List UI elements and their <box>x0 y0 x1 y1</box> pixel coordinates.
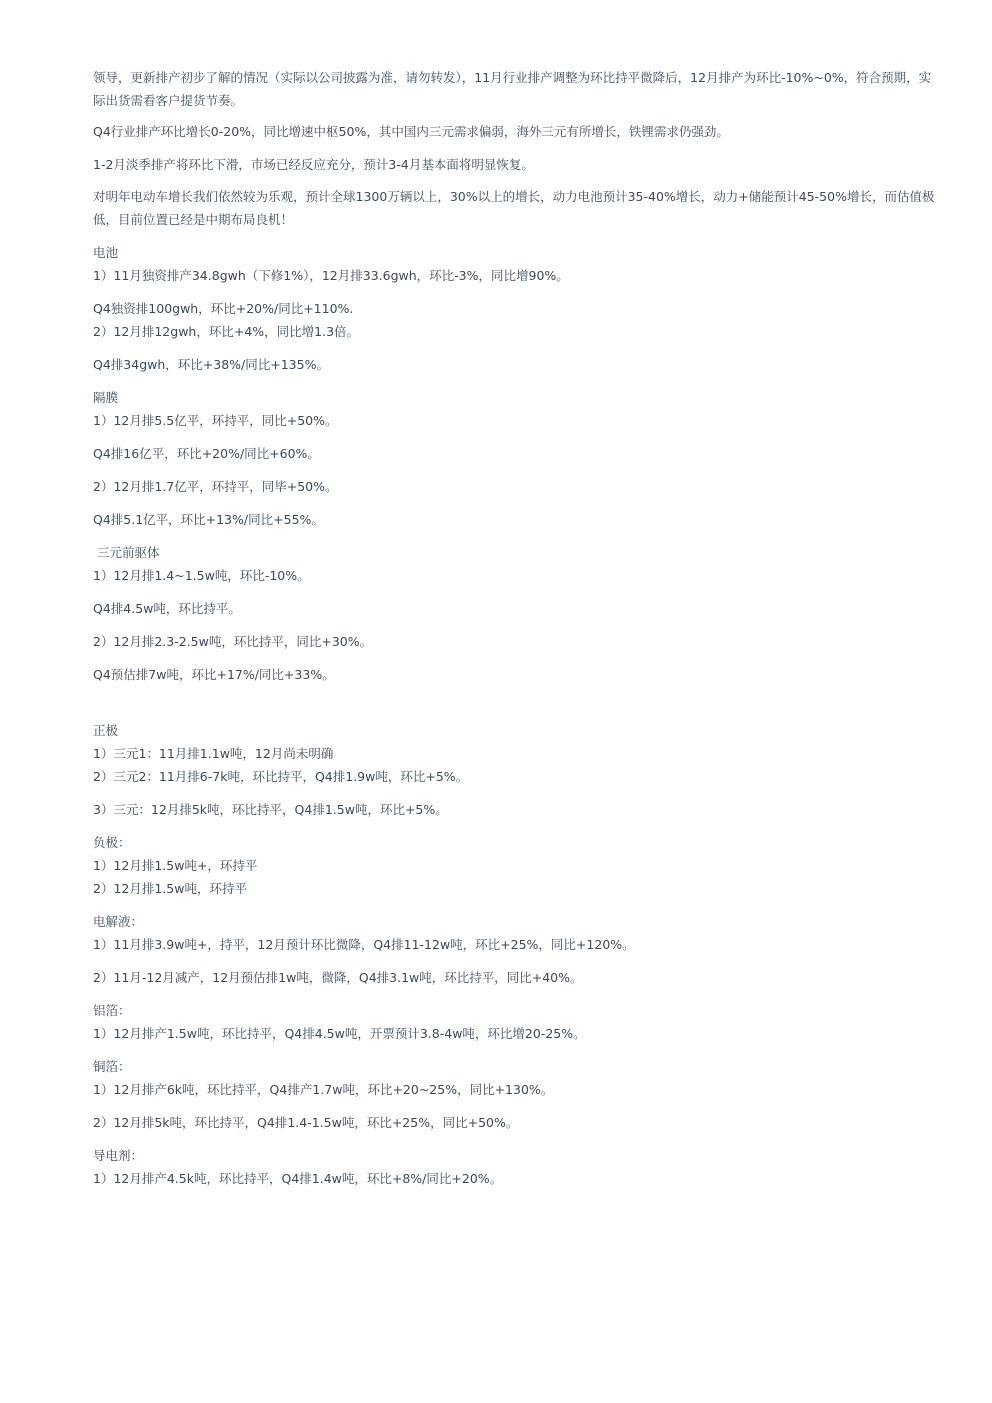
precursor-line-2: Q4排4.5w吨，环比持平。 <box>93 601 241 616</box>
section-heading-separator: 隔膜 <box>93 390 119 405</box>
intro-paragraph-4: 对明年电动车增长我们依然较为乐观，预计全球1300万辆以上，30%以上的增长，动力电池预计35-40%增长，动力+储能预计45-50%增长，而估值极低，目前位置已经是中期布局良机！ <box>93 189 935 227</box>
anode-line-1: 1）12月排1.5w吨+，环持平 <box>93 858 258 873</box>
section-heading-aluminum-foil: 铝箔： <box>93 1003 131 1018</box>
section-heading-battery: 电池 <box>93 245 119 260</box>
intro-paragraph-2: Q4行业排产环比增长0-20%，同比增速中枢50%，其中国内三元需求偏弱，海外三元有所增长，铁锂需求仍强劲。 <box>93 124 729 139</box>
document-body <box>93 66 943 1190</box>
precursor-line-3: 2）12月排2.3-2.5w吨，环比持平，同比+30%。 <box>93 634 373 649</box>
cathode-line-2: 2）三元2：11月排6-7k吨，环比持平，Q4排1.9w吨，环比+5%。 <box>93 769 469 784</box>
section-heading-copper-foil: 铜箔： <box>93 1059 131 1074</box>
separator-line-1: 1）12月排5.5亿平，环持平，同比+50%。 <box>93 413 338 428</box>
precursor-line-4: Q4预估排7w吨，环比+17%/同比+33%。 <box>93 667 335 682</box>
separator-line-3: 2）12月排1.7亿平，环持平，同毕+50%。 <box>93 479 338 494</box>
copper-foil-line-1: 1）12月排产6k吨，环比持平，Q4排产1.7w吨，环比+20~25%，同比+130%。 <box>93 1082 554 1097</box>
precursor-line-1: 1）12月排1.4~1.5w吨，环比-10%。 <box>93 568 310 583</box>
section-heading-electrolyte: 电解液： <box>93 914 144 929</box>
battery-line-3: 2）12月排12gwh，环比+4%，同比增1.3倍。 <box>93 324 360 339</box>
section-heading-anode: 负极： <box>93 835 131 850</box>
copper-foil-line-2: 2）12月排5k吨，环比持平，Q4排1.4-1.5w吨，环比+25%，同比+50%。 <box>93 1115 519 1130</box>
separator-line-4: Q4排5.1亿平，环比+13%/同比+55%。 <box>93 512 324 527</box>
battery-line-4: Q4排34gwh，环比+38%/同比+135%。 <box>93 357 329 372</box>
electrolyte-line-2: 2）11月-12月减产，12月预估排1w吨，微降，Q4排3.1w吨，环比持平，同比+40%。 <box>93 970 583 985</box>
anode-line-2: 2）12月排1.5w吨，环持平 <box>93 881 247 896</box>
section-heading-cathode: 正极 <box>93 723 119 738</box>
intro-paragraph-3: 1-2月淡季排产将环比下滑，市场已经反应充分，预计3-4月基本面将明显恢复。 <box>93 157 534 172</box>
battery-line-2: Q4独资排100gwh，环比+20%/同比+110%. <box>93 301 354 316</box>
separator-line-2: Q4排16亿平，环比+20%/同比+60%。 <box>93 446 320 461</box>
cathode-line-3: 3）三元：12月排5k吨，环比持平，Q4排1.5w吨，环比+5%。 <box>93 802 448 817</box>
section-heading-conductive-agent: 导电剂： <box>93 1148 144 1163</box>
battery-line-1: 1）11月独资排产34.8gwh（下修1%），12月排33.6gwh，环比-3%，同比增90%。 <box>93 268 569 283</box>
electrolyte-line-1: 1）11月排3.9w吨+，持平，12月预计环比微降，Q4排11-12w吨，环比+25%，同比+120%。 <box>93 937 635 952</box>
aluminum-foil-line-1: 1）12月排产1.5w吨，环比持平，Q4排4.5w吨，开票预计3.8-4w吨，环比增20-25%。 <box>93 1026 586 1041</box>
section-heading-precursor: 三元前驱体 <box>97 545 160 560</box>
cathode-line-1: 1）三元1：11月排1.1w吨，12月尚未明确 <box>93 746 334 761</box>
conductive-agent-line-1: 1）12月排产4.5k吨，环比持平，Q4排1.4w吨，环比+8%/同比+20%。 <box>93 1171 503 1186</box>
intro-paragraph-1: 领导，更新排产初步了解的情况（实际以公司披露为准，请勿转发），11月行业排产调整为环比持平微降后，12月排产为环比-10%~0%，符合预期，实际出货需看客户提货节奏。 <box>93 70 932 108</box>
